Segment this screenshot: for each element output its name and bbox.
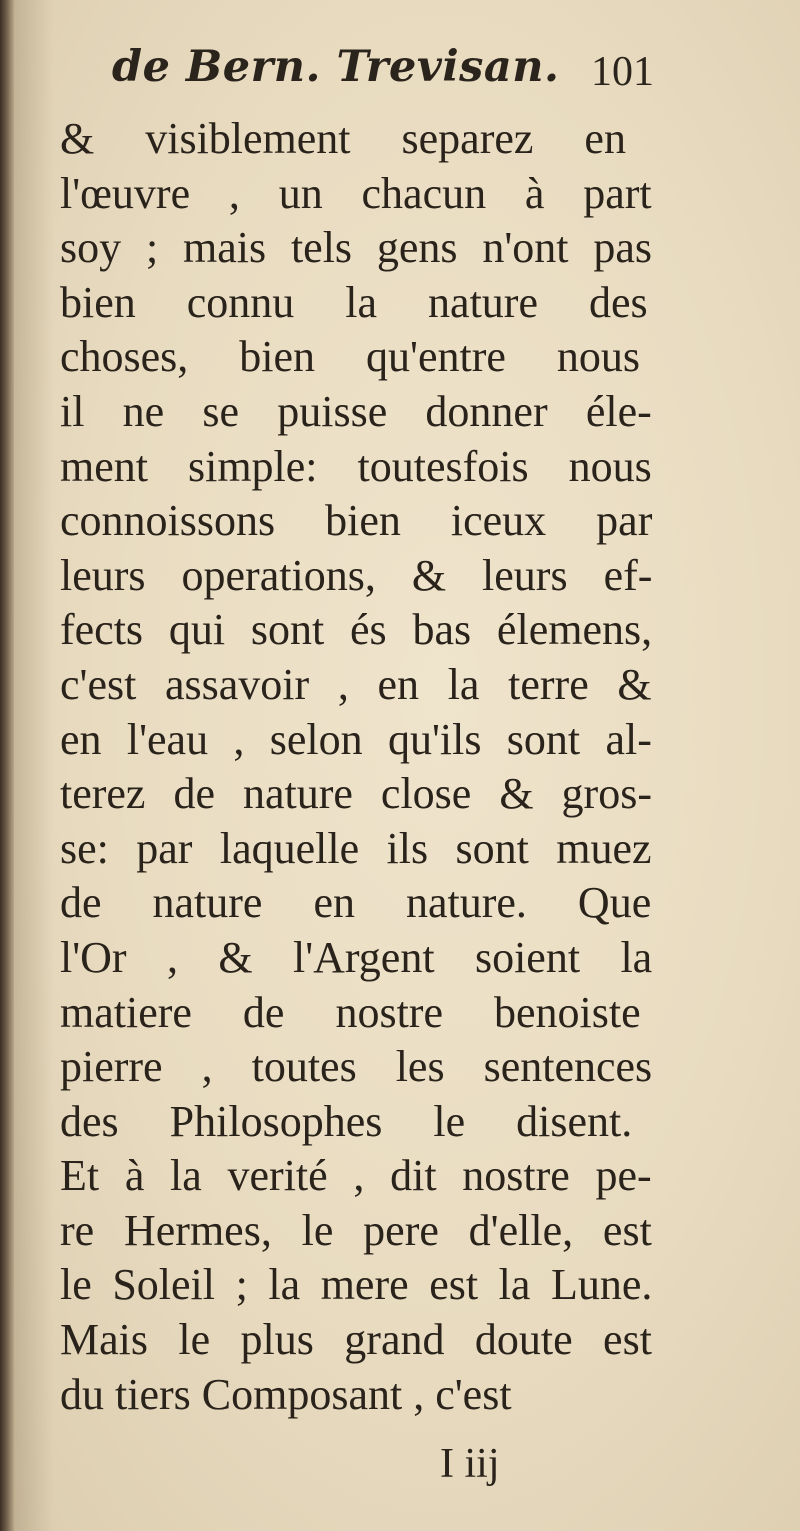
page-number: 101 [591, 49, 654, 95]
text-line: ment simple: toutesfois nous [60, 441, 652, 491]
text-line: il ne se puisse donner éle- [60, 386, 652, 436]
book-binding-edge [0, 0, 14, 1531]
text-line: bien connu la nature des [60, 277, 648, 327]
text-line: terez de nature close & gros- [60, 769, 652, 819]
text-line: re Hermes, le pere d'elle, est [60, 1205, 652, 1255]
body-text [60, 112, 652, 1422]
text-line: Et à la verité , dit nostre pe- [60, 1151, 652, 1201]
text-line: l'œuvre , un chacun à part [60, 168, 652, 218]
text-line: fects qui sont és bas élemens, [60, 605, 653, 655]
text-line: Mais le plus grand doute est [60, 1315, 652, 1365]
text-line: c'est assavoir , en la terre & [60, 659, 652, 709]
text-line: se: par laquelle ils sont muez [60, 823, 652, 873]
text-line: matiere de nostre benoiste [60, 987, 641, 1037]
text-line: de nature en nature. Que [60, 878, 652, 928]
text-line: & visiblement separez en [60, 114, 626, 163]
text-line: en l'eau , selon qu'ils sont al- [60, 714, 652, 764]
running-title: de Bern. Trevisan. [112, 42, 560, 92]
text-line: des Philosophes le disent. [60, 1096, 633, 1146]
page-header [104, 40, 660, 100]
text-line: l'Or , & l'Argent soient la [60, 932, 653, 982]
text-line: soy ; mais tels gens n'ont pas [60, 223, 653, 273]
text-line: choses, bien qu'entre nous [60, 332, 641, 382]
signature-mark: I iij [440, 1441, 500, 1487]
gutter-shadow [14, 0, 54, 1531]
text-line: le Soleil ; la mere est la Lune. [60, 1260, 653, 1310]
text-line: connoissons bien iceux par [60, 496, 653, 546]
text-line: pierre , toutes les sentences [60, 1042, 653, 1092]
text-line: du tiers Composant , c'est [60, 1369, 512, 1419]
text-line: leurs operations, & leurs ef- [60, 550, 653, 600]
